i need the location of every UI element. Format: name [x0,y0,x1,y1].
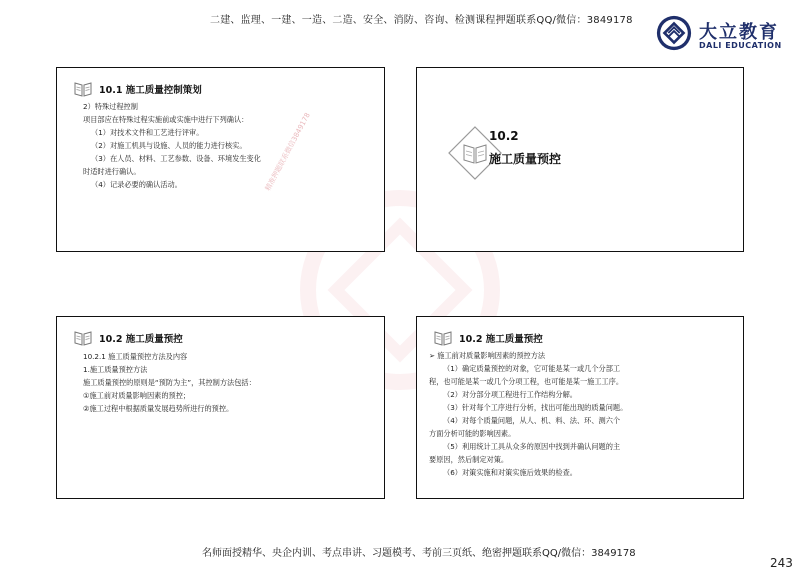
slide-line: （5）利用统计工具从众多的原因中找到并确认问题的主 [443,442,621,451]
watermark-text: 精准押题联系微信3849178 [263,111,312,193]
footer-contact-line: 名师面授精华、央企内训、考点串讲、习题模考、考前三页纸、绝密押题联系QQ/微信：3849178 [202,548,636,559]
page-number: 243 [770,556,793,570]
slide-line: 施工质量预控的原则是“预防为主”，其控制方法包括： [83,378,256,387]
slide-4 [416,316,744,499]
slide-line: 10.2.1 施工质量预控方法及内容 [83,352,188,361]
slide-title: 10.1 施工质量控制策划 [99,85,202,96]
slide-line: 程，也可能是某一或几个分项工程，也可能是某一施工工序。 [429,377,624,386]
slide-line: 方面分析可能的影响因素。 [429,429,516,438]
slide-body [429,349,733,479]
section-title: 施工质量预控 [489,152,562,166]
slide-line: （1）对技术文件和工艺进行评审。 [91,128,204,137]
slide-line: ➢ 施工前对质量影响因素的预控方法 [429,351,546,360]
slide-line: 项目部应在特殊过程实施前或实施中进行下列确认： [83,115,249,124]
dali-education-logo [655,14,785,54]
slide-body [83,100,374,191]
slide-1 [56,67,385,252]
slide-3 [56,316,385,499]
slide-line: （6）对策实施和对策实施后效果的检查。 [443,468,577,477]
section-number: 10.2 [489,129,519,143]
slide-line: 1.施工质量预控方法 [83,365,148,374]
slide-line: 要原因，然后制定对策。 [429,455,509,464]
slide-2-section-cover [416,67,744,252]
slide-body [83,350,374,415]
slide-line: 时适时进行确认。 [83,167,141,176]
slide-line: （4）记录必要的确认活动。 [91,180,182,189]
slide-line: （4）对每个质量问题，从人、机、料、法、环、测六个 [443,416,621,425]
slide-line: （2）对施工机具与设施、人员的能力进行核实。 [91,141,247,150]
slide-line: 2）特殊过程控制 [83,102,138,111]
slide-title: 10.2 施工质量预控 [99,334,183,345]
open-book-icon [73,329,93,347]
logo-subtitle: DALI EDUCATION [699,41,782,50]
slide-line: （3）在人员、材料、工艺参数、设备、环境发生变化 [91,154,261,163]
dali-logo-icon [655,14,693,52]
slide-line: （2）对分部分项工程进行工作结构分解。 [443,390,577,399]
slide-title: 10.2 施工质量预控 [459,334,543,345]
slide-line: ①施工前对质量影响因素的预控； [83,391,191,400]
open-book-icon [73,80,93,98]
slide-line: ②施工过程中根据质量发展趋势所进行的预控。 [83,404,234,413]
header-contact-line: 二建、监理、一建、一造、二造、安全、消防、咨询、检测课程押题联系QQ/微信：3849178 [210,15,633,26]
slide-line: （1）确定质量预控的对象，它可能是某一或几个分部工 [443,364,621,373]
open-book-icon [433,329,453,347]
slide-line: （3）针对每个工序进行分析，找出可能出现的质量问题。 [443,403,628,412]
logo-name: 大立教育 [699,22,779,43]
